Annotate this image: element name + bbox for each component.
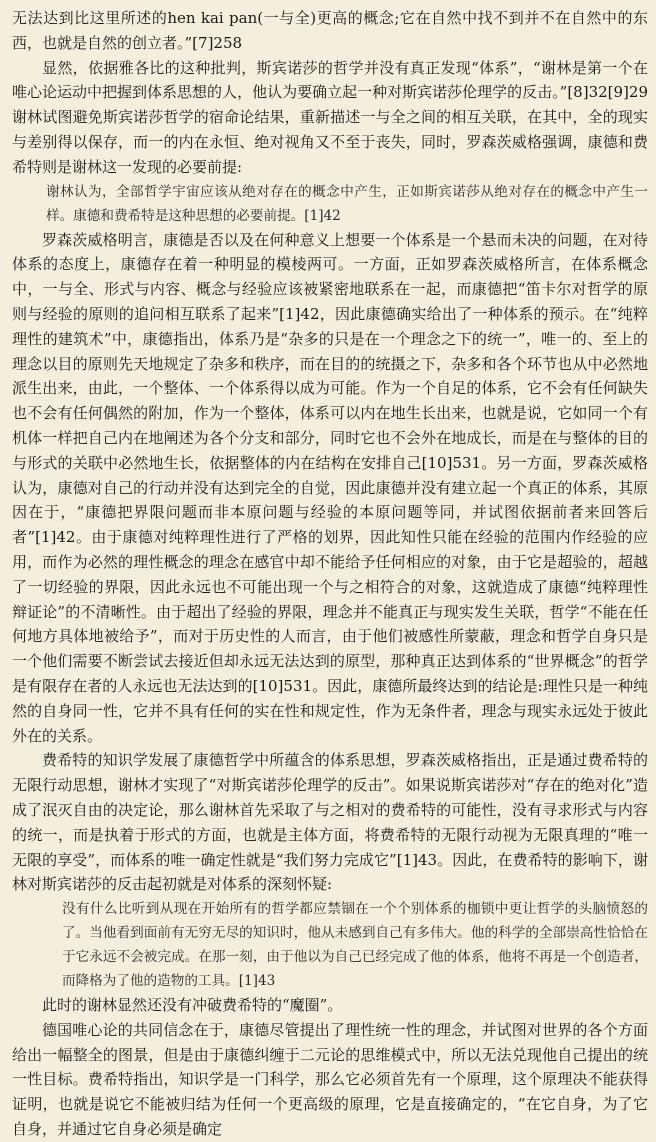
paragraph-2: 显然，依据雅各比的这种批判，斯宾诺莎的哲学并没有真正发现“体系”，“谢林是第一个在唯心论运动中把握到体系思想的人，他认为要确立起一种对斯宾诺莎伦理学的反击。”[8]32[9]29谢林试图避免斯宾诺莎哲学的宿命论结果，重新描述一与全之间的相互关联，在其中，全的现实与差别得以保存，而一的内在永恒、绝对视角又不至于丧失，同时，罗森茨威格强调，康德和费希特则是谢林这一发现的必要前提: <box>12 58 648 176</box>
paragraph-6: 德国唯心论的共同信念在于，康德尽管提出了理性统一性的理念，并试图对世界的各个方面给出一幅整全的图景，但是由于康德纠缠于二元论的思维模式中，所以无法兑现他自己提出的统一性目标。费希特指出，知识学是一门科学，那么它必须首先有一个原理，这个原理决不能获得证明，也就是说它不能被归结为任何一个更高级的原理，它是直接确定的，“在它自身，为了它自身，并通过它自身必须是确定 <box>12 1020 648 1139</box>
paragraph-4: 费希特的知识学发展了康德哲学中所蕴含的体系思想，罗森茨威格指出，正是通过费希特的无限行动思想，谢林才实现了“对斯宾诺莎伦理学的反击”。如果说斯宾诺莎对“存在的绝对化”造成了泯灭自由的决定论，那么谢林首先采取了与之相对的费希特的可能性，没有寻求形式与内容的统一，而是执着于形式的方面，也就是主体方面，将费希特的无限行动视为无限真理的“唯一无限的享受”，而体系的唯一确定性就是“我们努力完成它”[1]43。因此，在费希特的影响下，谢林对斯宾诺莎的反击起初就是对体系的深刻怀疑: <box>12 751 648 894</box>
block-quote-1: 谢林认为，全部哲学宇宙应该从绝对存在的概念中产生，正如斯宾诺莎从绝对存在的概念中产生一样。康德和费希特是这种思想的必要前提。[1]42 <box>46 183 648 224</box>
paragraph-5: 此时的谢林显然还没有冲破费希特的“魔圈”。 <box>42 996 343 1015</box>
block-quote-2: 没有什么比听到从现在开始所有的哲学都应禁锢在一个个别体系的枷锁中更让哲学的头脑愤怒的了。当他看到面前有无穷无尽的知识时，他从未感到自己有多伟大。他的科学的全部崇高性恰恰在于它永远不会被完成。在那一刻，由于他以为自己已经完成了他的体系，他将不再是一个创造者，而降格为了他的造物的工具。[1]43 <box>62 901 648 990</box>
paragraph-3: 罗森茨威格明言，康德是否以及在何种意义上想要一个体系是一个悬而未决的问题，在对待体系的态度上，康德存在着一种明显的模棱两可。一方面，正如罗森茨威格所言，在体系概念中，一与全、形式与内容、概念与经验应该被紧密地联系在一起，而康德把“笛卡尔对哲学的原则与经验的原则的追问相互联系了起来”[1]42，因此康德确实给出了一种体系的预示。在“纯粹理性的建筑术”中，康德指出，体系乃是“杂多的只是在一个理念之下的统一”，唯一的、至上的理念以目的原则先天地规定了杂多和秩序，而在目的的统摄之下，杂多和各个环节也从中必然地派生出来，由此，一个整体、一个体系得以成为可能。作为一个自足的体系，它不会有任何缺失也不会有任何偶然的附加，作为一个整体，体系可以内在地生长出来，也就是说，它如同一个有机体一样把自己内在地阐述为各个分支和部分，同时它也不会外在地成长，而是在与整体的目的与形式的关联中必然地生长，依据整体的内在结构在安排自己[10]531。另一方面，罗森茨威格认为，康德对自己的行动并没有达到完全的自觉，因此康德并没有建立起一个真正的体系，其原因在于，“康德把界限问题而非本原问题与经验的本原问题等同，并试图依据前者来回答后者”[1]42。由于康德对纯粹理性进行了严格的划界，因此知性只能在经验的范围内作经验的应用，而作为必然的理性概念的理念在感官中却不能给予任何相应的对象，由于它是超验的，超越了一切经验的界限，因此永远也不可能出现一个与之相符合的对象，这就造成了康德“纯粹理性辩证论”的不清晰性。由于超出了经验的界限，理念并不能真正与现实发生关联，哲学“不能在任何地方具体地被给予”，而对于历史性的人而言，由于他们被感性所蒙蔽，理念和哲学自身只是一个他们需要不断尝试去接近但却永远无法达到的原型，那种真正达到体系的“世界概念”的哲学是有限存在者的人永远也无法达到的[10]531。因此，康德所最终达到的结论是:理性只是一种纯然的自身同一性，它并不具有任何的实在性和规定性，作为无条件者，理念与现实永远处于彼此外在的关系。 <box>12 230 648 745</box>
paragraph-1: 无法达到比这里所述的hen kai pan(一与全)更高的概念;它在自然中找不到并不在自然中的东西，也就是自然的创立者。”[7]258 <box>12 9 648 52</box>
